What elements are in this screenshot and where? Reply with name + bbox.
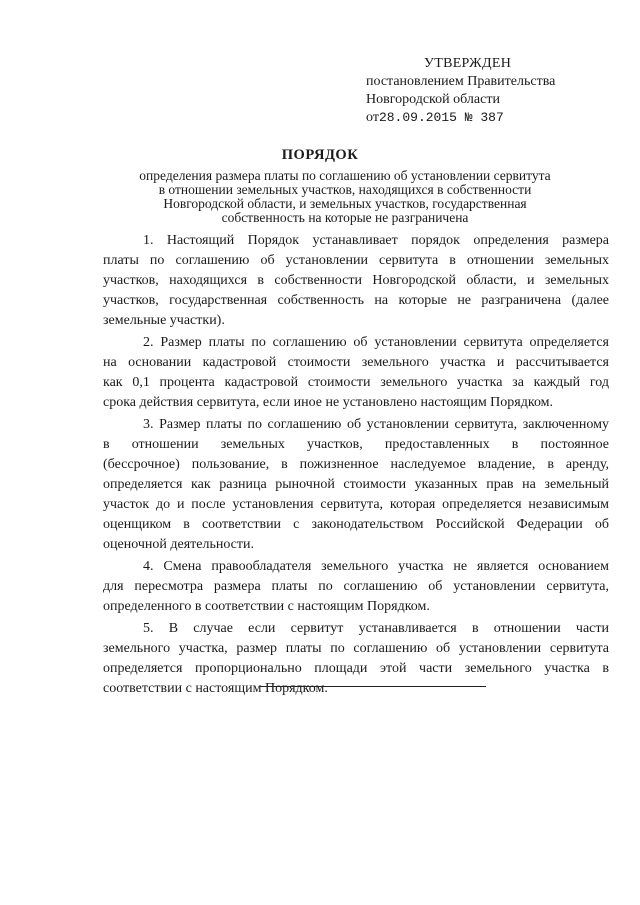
paragraph-line: земельные участки).: [103, 313, 225, 328]
paragraph-line: 3. Размер платы по соглашению об установлении сервитута, заключенному: [143, 417, 609, 432]
approval-date: [366, 109, 555, 127]
paragraph-line: 5. В случае если сервитут устанавливается в отношении части: [143, 621, 609, 636]
paragraph-line: 4. Смена правообладателя земельного участка не является основанием: [143, 559, 609, 574]
paragraph-line: оценочной деятельности.: [103, 537, 255, 552]
paragraph-line: участок до и после установления сервитута, которая определяется независимым: [103, 497, 609, 512]
paragraph-line: земельного участка, размер платы по соглашению об установлении сервитута: [103, 641, 609, 656]
paragraph-line: платы по соглашению об установлении сервитута в отношении земельных: [103, 253, 609, 268]
paragraph-line: участков, государственная собственность на которые не разграничена (далее: [103, 293, 609, 308]
paragraph-line: определяется пропорционально площади этой части земельного участка в: [103, 661, 609, 676]
subtitle-line: определения размера платы по соглашению об установлении сервитута: [139, 168, 551, 183]
paragraph-line: для пересмотра размера платы по соглашению об установлении сервитута,: [103, 579, 609, 594]
approval-date-prefix: от: [366, 110, 379, 125]
paragraph-line: срока действия сервитута, если иное не установлено настоящим Порядком.: [103, 395, 554, 410]
paragraph-line: участков, находящихся в собственности Новгородской области, и земельных: [103, 273, 609, 288]
paragraph-4: [103, 557, 609, 617]
approval-date-number: 28.09.2015 № 387: [378, 110, 504, 125]
paragraph-5: [103, 619, 609, 699]
approval-stamp: [366, 55, 555, 127]
paragraph-line: 2. Размер платы по соглашению об установлении сервитута определяется: [143, 335, 609, 350]
document-title: ПОРЯДОК: [281, 147, 359, 163]
subtitle-line: собственность на которые не разграничена: [221, 210, 469, 225]
end-divider: [260, 686, 486, 687]
paragraph-line: оценщиком в соответствии с законодательством Российской Федерации об: [103, 517, 609, 532]
paragraph-1: [103, 231, 609, 331]
paragraph-3: [103, 415, 609, 555]
paragraph-line: соответствии с настоящим Порядком.: [103, 681, 328, 696]
subtitle-line: Новгородской области, и земельных участков, государственная: [163, 196, 527, 211]
paragraph-2: [103, 333, 609, 413]
paragraph-line: на основании кадастровой стоимости земельного участка и рассчитывается: [103, 355, 609, 370]
paragraph-line: (бессрочное) пользование, в пожизненное наследуемое владение, в аренду,: [103, 457, 609, 472]
paragraph-line: как 0,1 процента кадастровой стоимости земельного участка за каждый год: [103, 375, 609, 390]
document-body: [103, 231, 609, 701]
paragraph-line: определенного в соответствии с настоящим Порядком.: [103, 599, 430, 614]
paragraph-line: в отношении земельных участков, предоставленных в постоянное: [103, 437, 609, 452]
approval-line-2: Новгородской области: [366, 92, 500, 107]
paragraph-line: 1. Настоящий Порядок устанавливает порядок определения размера: [143, 233, 609, 248]
approved-heading: УТВЕРЖДЕН: [424, 56, 512, 71]
approval-line-1: постановлением Правительства: [366, 74, 556, 89]
paragraph-line: определяется как разница рыночной стоимости указанных прав на земельный: [103, 477, 609, 492]
subtitle-line: в отношении земельных участков, находящихся в собственности: [158, 182, 532, 197]
document-subtitle: [130, 169, 560, 225]
